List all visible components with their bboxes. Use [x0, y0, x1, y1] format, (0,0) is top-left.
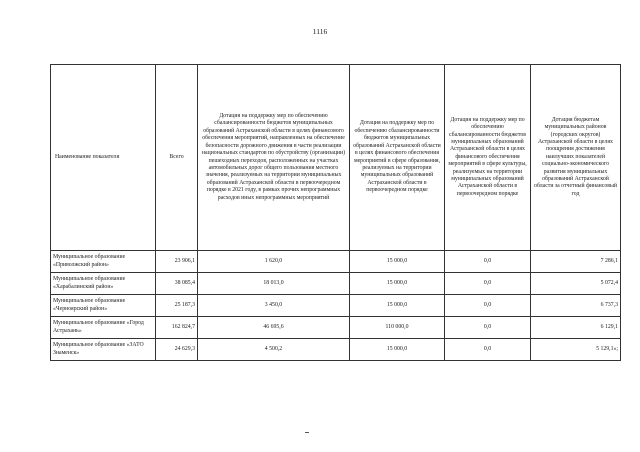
- row-education-value: 15 000,0: [350, 273, 445, 295]
- row-culture-value: 0,0: [445, 339, 531, 361]
- row-road-safety-value: 1 620,0: [198, 251, 350, 273]
- header-road-safety-grant: Дотация на поддержку мер по обеспечению сбалансированности бюджетов муниципальных образований Астраханской области в целях финансового обеспечения мероприятий, направленных на обеспечение безопасности дорожного движения в части реализации национальных стандартов по обустройству (организации) пешеходных переходов, расположенных на участках автомобильных дорог общего пользования местного значения, реализуемых на территории муниципальных образований Астраханской области в первоочередном порядке в 2021 году, в рамках прочих непрограммных расходов иных непрограммных мероприятий: [198, 65, 350, 251]
- table-row: [51, 273, 621, 295]
- row-road-safety-value: 3 450,0: [198, 295, 350, 317]
- row-name: Муниципальное образование «ЗАТО Знаменск»: [51, 339, 156, 361]
- row-incentive-value: 5 072,4: [531, 273, 621, 295]
- row-name: Муниципальное образование «Черноярский район»: [51, 295, 156, 317]
- table-row: [51, 295, 621, 317]
- row-total: 25 187,3: [156, 295, 198, 317]
- table-row: [51, 251, 621, 273]
- row-road-safety-value: 18 013,0: [198, 273, 350, 295]
- row-total: 162 824,7: [156, 317, 198, 339]
- table-row: [51, 339, 621, 361]
- budget-table: [50, 64, 621, 361]
- row-incentive-value: 6 737,3: [531, 295, 621, 317]
- row-culture-value: 0,0: [445, 317, 531, 339]
- row-road-safety-value: 4 500,2: [198, 339, 350, 361]
- row-total: 24 629,3: [156, 339, 198, 361]
- row-total: 38 085,4: [156, 273, 198, 295]
- row-name: Муниципальное образование «Харабалинский район»: [51, 273, 156, 295]
- row-total: 23 906,1: [156, 251, 198, 273]
- row-incentive-value: 5 129,1»;: [531, 339, 621, 361]
- header-incentive-grant: Дотация бюджетам муниципальных районов (городских округов) Астраханской области в целях поощрения достижения наилучших показателей социально-экономического развития муниципальных образований Астраханской области за отчетный финансовый год: [531, 65, 621, 251]
- page-mark-dash: [305, 432, 309, 433]
- row-culture-value: 0,0: [445, 251, 531, 273]
- row-name: Муниципальное образование «Город Астрахань»: [51, 317, 156, 339]
- header-education-grant: Дотация на поддержку мер по обеспечению сбалансированности бюджетов муниципальных образований Астраханской области в целях финансового обеспечения мероприятий в сфере образования, реализуемых на территории муниципальных образований Астраханской области в первоочередном порядке: [350, 65, 445, 251]
- row-education-value: 110 000,0: [350, 317, 445, 339]
- header-culture-grant: Дотация на поддержку мер по обеспечению сбалансированности бюджетов муниципальных образований Астраханской области в целях финансового обеспечения мероприятий в сфере культуры, реализуемых на территории муниципальных образований Астраханской области в первоочередном порядке: [445, 65, 531, 251]
- row-education-value: 15 000,0: [350, 339, 445, 361]
- header-total: Всего: [156, 65, 198, 251]
- row-incentive-value: 7 286,1: [531, 251, 621, 273]
- row-name: Муниципальное образование «Приволжский район»: [51, 251, 156, 273]
- row-education-value: 15 000,0: [350, 251, 445, 273]
- row-culture-value: 0,0: [445, 273, 531, 295]
- row-incentive-value: 6 129,1: [531, 317, 621, 339]
- row-road-safety-value: 46 695,6: [198, 317, 350, 339]
- header-indicator-name: Наименование показателя: [51, 65, 156, 251]
- table-row: [51, 317, 621, 339]
- page-number: 1116: [312, 27, 328, 36]
- row-culture-value: 0,0: [445, 295, 531, 317]
- table-header-row: [51, 65, 621, 251]
- row-education-value: 15 000,0: [350, 295, 445, 317]
